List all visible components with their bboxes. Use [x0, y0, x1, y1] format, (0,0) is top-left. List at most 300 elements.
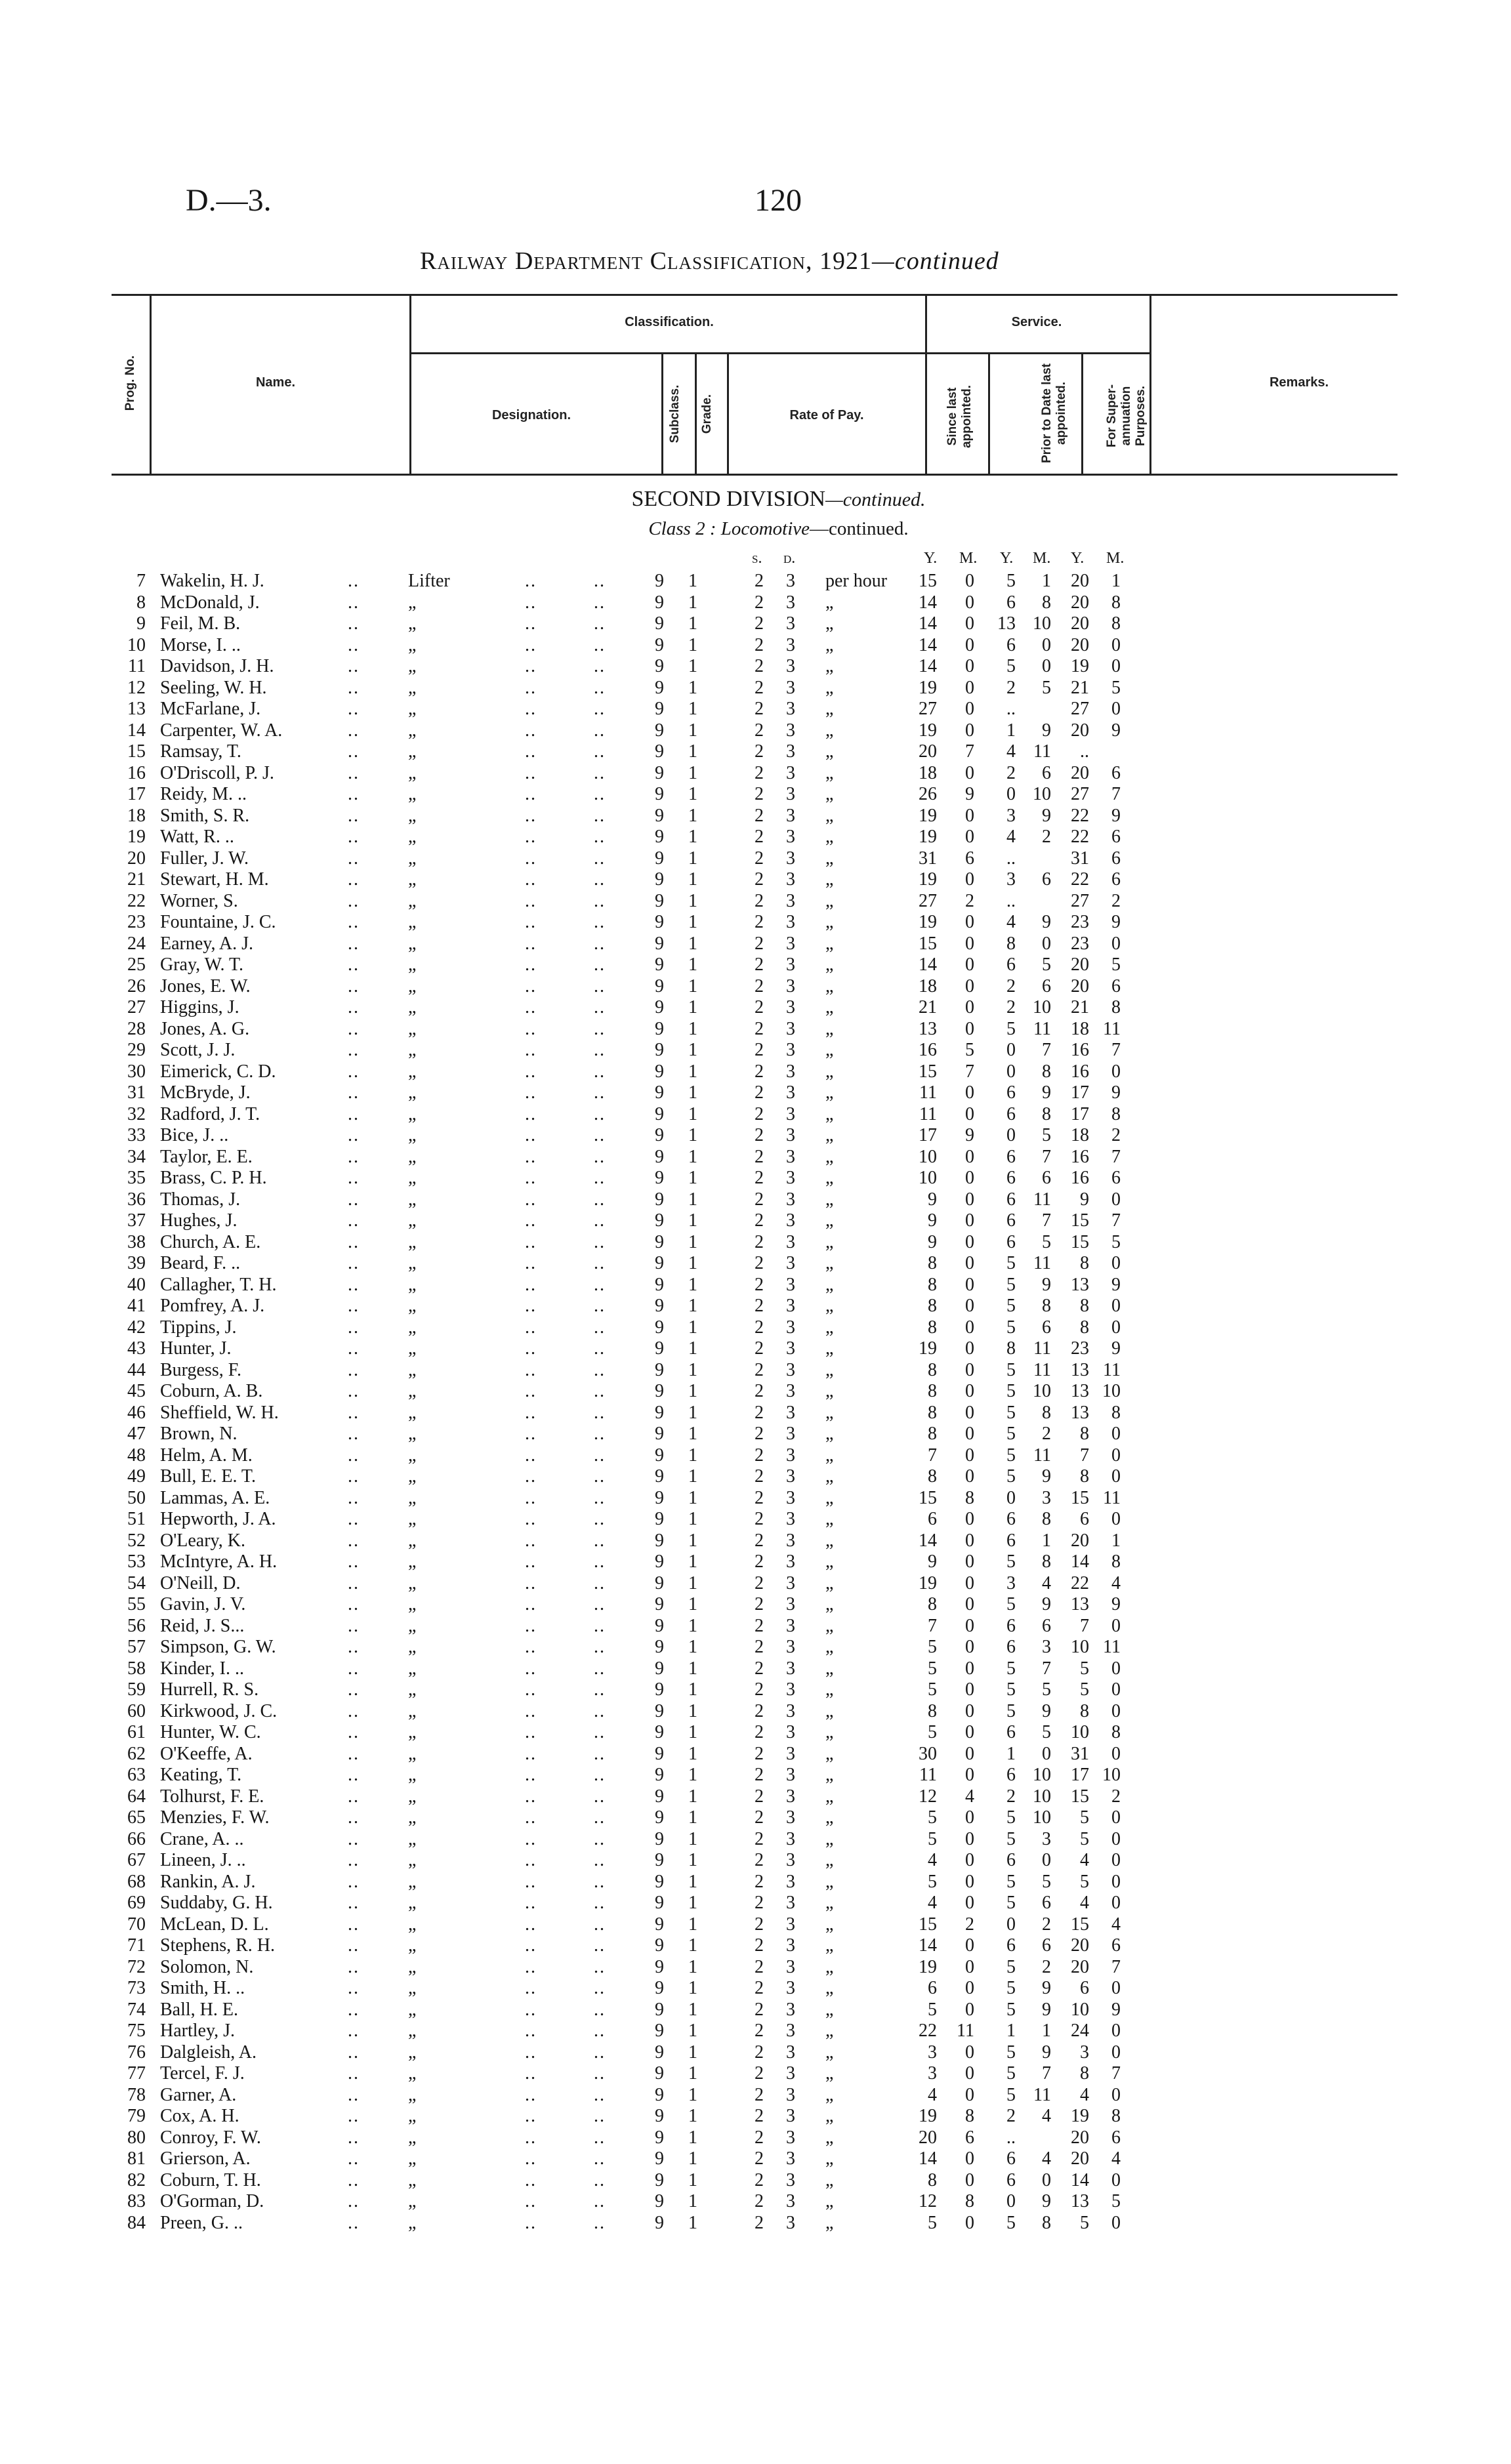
subclass-cell: 9 — [655, 1807, 664, 1828]
per-unit-cell: „ — [825, 1231, 834, 1252]
super-years-cell: 24 — [1071, 2021, 1089, 2041]
super-years-cell: 10 — [1071, 1722, 1089, 1742]
leader-dots: .. — [525, 1850, 537, 1870]
page-reference: D.—3. — [186, 183, 272, 218]
super-years-cell: 9 — [1080, 1189, 1089, 1210]
designation-cell: „ — [408, 1893, 417, 1913]
shillings-cell: 2 — [755, 1850, 764, 1870]
prior-years-cell: 6 — [1006, 1615, 1016, 1636]
prior-years-cell: 5 — [1006, 1424, 1016, 1444]
subclass-cell: 9 — [655, 1914, 664, 1935]
designation-cell: „ — [408, 1615, 417, 1636]
name-cell: Preen, G. .. — [160, 2212, 243, 2233]
leader-dots: .. — [594, 805, 606, 826]
grade-cell: 1 — [688, 1914, 697, 1935]
prior-months-cell: 6 — [1042, 1317, 1051, 1338]
shillings-cell: 2 — [755, 1061, 764, 1082]
designation-cell: „ — [408, 1274, 417, 1295]
since-months-cell: 0 — [965, 677, 974, 698]
super-months-cell: 6 — [1111, 827, 1121, 847]
per-unit-cell: „ — [825, 1168, 834, 1188]
super-years-cell: 13 — [1071, 1402, 1089, 1423]
super-years-cell: 10 — [1071, 1637, 1089, 1657]
per-unit-cell: „ — [825, 1082, 834, 1103]
shillings-cell: 2 — [755, 1189, 764, 1210]
prog-no-cell: 49 — [127, 1466, 146, 1487]
per-unit-cell: „ — [825, 1359, 834, 1380]
super-months-cell: 0 — [1111, 2169, 1121, 2190]
shillings-cell: 2 — [755, 1338, 764, 1359]
table-row — [0, 1530, 1511, 1551]
prog-no-cell: 80 — [127, 2127, 146, 2148]
prior-years-cell: 5 — [1006, 1551, 1016, 1572]
grade-cell: 1 — [688, 741, 697, 762]
since-months-cell: 0 — [965, 1210, 974, 1231]
subclass-cell: 9 — [655, 1253, 664, 1273]
prior-years-cell: 6 — [1006, 592, 1016, 613]
super-months-cell: 8 — [1111, 1551, 1121, 1572]
header-divider — [727, 352, 729, 475]
grade-cell: 1 — [688, 1018, 697, 1039]
leader-dots: .. — [348, 1381, 360, 1401]
prog-no-cell: 35 — [127, 1168, 146, 1188]
shillings-cell: 2 — [755, 827, 764, 847]
since-years-cell: 15 — [919, 1061, 937, 1082]
leader-dots: .. — [348, 2084, 360, 2105]
super-years-cell: 20 — [1071, 1956, 1089, 1977]
super-years-cell: 19 — [1071, 2106, 1089, 2126]
since-years-cell: 14 — [919, 1530, 937, 1551]
since-months-cell: 0 — [965, 1018, 974, 1039]
super-months-cell: 0 — [1111, 1828, 1121, 1849]
grade-cell: 1 — [688, 1231, 697, 1252]
prior-years-cell: 6 — [1006, 1210, 1016, 1231]
shillings-cell: 2 — [755, 1509, 764, 1529]
subclass-cell: 9 — [655, 1402, 664, 1423]
prog-no-cell: 60 — [127, 1700, 146, 1721]
prog-no-cell: 77 — [127, 2063, 146, 2084]
since-years-cell: 5 — [928, 1828, 937, 1849]
leader-dots: .. — [594, 1338, 606, 1359]
subclass-cell: 9 — [655, 762, 664, 783]
leader-dots: .. — [348, 1189, 360, 1210]
per-unit-cell: „ — [825, 2169, 834, 2190]
super-months-cell: 0 — [1111, 1807, 1121, 1828]
prior-months-cell: 5 — [1042, 1125, 1051, 1145]
prog-no-cell: 38 — [127, 1231, 146, 1252]
name-cell: Worner, S. — [160, 890, 238, 911]
table-row — [0, 1722, 1511, 1743]
prior-years-cell: 5 — [1006, 1978, 1016, 1998]
table-row — [0, 2127, 1511, 2148]
prior-months-cell: 6 — [1042, 1615, 1051, 1636]
grade-cell: 1 — [688, 1424, 697, 1444]
since-years-cell: 5 — [928, 1679, 937, 1700]
prior-months-cell: 1 — [1042, 571, 1051, 591]
leader-dots: .. — [525, 1466, 537, 1487]
header-grade: Grade. — [700, 394, 714, 434]
per-unit-cell: „ — [825, 1146, 834, 1167]
per-unit-cell: „ — [825, 1509, 834, 1529]
leader-dots: .. — [594, 1679, 606, 1700]
table-row — [0, 827, 1511, 848]
table-row — [0, 2042, 1511, 2063]
subclass-cell: 9 — [655, 656, 664, 676]
name-cell: Bice, J. .. — [160, 1125, 229, 1145]
leader-dots: .. — [594, 975, 606, 996]
leader-dots: .. — [594, 2212, 606, 2233]
leader-dots: .. — [525, 1786, 537, 1807]
table-row — [0, 997, 1511, 1018]
prior-months-cell: 7 — [1042, 1146, 1051, 1167]
subclass-cell: 9 — [655, 2169, 664, 2190]
subclass-cell: 9 — [655, 1317, 664, 1338]
subclass-cell: 9 — [655, 2063, 664, 2084]
leader-dots: .. — [525, 1679, 537, 1700]
leader-dots: .. — [348, 1807, 360, 1828]
leader-dots: .. — [348, 2042, 360, 2063]
super-years-cell: 15 — [1071, 1914, 1089, 1935]
subclass-cell: 9 — [655, 1082, 664, 1103]
since-years-cell: 3 — [928, 2063, 937, 2084]
leader-dots: .. — [594, 2084, 606, 2105]
prog-no-cell: 32 — [127, 1103, 146, 1124]
leader-dots: .. — [594, 1530, 606, 1551]
leader-dots: .. — [594, 1594, 606, 1614]
shillings-cell: 2 — [755, 1786, 764, 1807]
subclass-cell: 9 — [655, 1210, 664, 1231]
since-months-cell: 0 — [965, 1551, 974, 1572]
per-unit-cell: „ — [825, 1125, 834, 1145]
since-years-cell: 8 — [928, 1466, 937, 1487]
prog-no-cell: 59 — [127, 1679, 146, 1700]
leader-dots: .. — [525, 805, 537, 826]
table-row — [0, 699, 1511, 720]
leader-dots: .. — [348, 1509, 360, 1529]
leader-dots: .. — [348, 1978, 360, 1998]
prior-years-cell: 3 — [1006, 869, 1016, 890]
prior-years-cell: 0 — [1006, 1040, 1016, 1060]
subclass-cell: 9 — [655, 677, 664, 698]
designation-cell: „ — [408, 1786, 417, 1807]
leader-dots: .. — [525, 2127, 537, 2148]
grade-cell: 1 — [688, 656, 697, 676]
super-months-cell: 9 — [1111, 805, 1121, 826]
grade-cell: 1 — [688, 2127, 697, 2148]
leader-dots: .. — [348, 1061, 360, 1082]
prior-years-cell: 5 — [1006, 2063, 1016, 2084]
division-continued: —continued. — [825, 489, 926, 510]
header-superannuation: For Super-annuation Purposes. — [1105, 384, 1148, 448]
since-months-cell: 0 — [965, 2042, 974, 2063]
shillings-cell: 2 — [755, 1274, 764, 1295]
since-months-cell: 0 — [965, 1466, 974, 1487]
name-cell: Tippins, J. — [160, 1317, 237, 1338]
prog-no-cell: 55 — [127, 1594, 146, 1614]
leader-dots: .. — [594, 1828, 606, 1849]
header-divider — [150, 294, 152, 475]
name-cell: Ramsay, T. — [160, 741, 241, 762]
table-row — [0, 1957, 1511, 1978]
leader-dots: .. — [525, 1040, 537, 1060]
leader-dots: .. — [348, 1082, 360, 1103]
since-months-cell: 8 — [965, 2106, 974, 2126]
since-months-cell: 0 — [965, 1978, 974, 1998]
since-years-cell: 11 — [919, 1103, 937, 1124]
leader-dots: .. — [594, 1615, 606, 1636]
prog-no-cell: 26 — [127, 975, 146, 996]
table-row — [0, 784, 1511, 805]
name-cell: Brass, C. P. H. — [160, 1168, 267, 1188]
per-unit-cell: „ — [825, 1700, 834, 1721]
per-unit-cell: „ — [825, 848, 834, 869]
prior-years-cell: 6 — [1006, 1146, 1016, 1167]
grade-cell: 1 — [688, 1061, 697, 1082]
leader-dots: .. — [594, 827, 606, 847]
per-unit-cell: „ — [825, 1807, 834, 1828]
grade-cell: 1 — [688, 720, 697, 741]
leader-dots: .. — [525, 848, 537, 869]
shillings-cell: 2 — [755, 1231, 764, 1252]
leader-dots: .. — [525, 1722, 537, 1742]
name-cell: Coburn, A. B. — [160, 1381, 263, 1401]
name-cell: Morse, I. .. — [160, 634, 241, 655]
designation-cell: „ — [408, 2063, 417, 2084]
header-prog-no: Prog. No. — [123, 355, 137, 411]
leader-dots: .. — [348, 1786, 360, 1807]
subclass-cell: 9 — [655, 2212, 664, 2233]
leader-dots: .. — [348, 1424, 360, 1444]
unit-shillings: s. — [752, 550, 762, 567]
name-cell: Fountaine, J. C. — [160, 912, 276, 932]
leader-dots: .. — [594, 1978, 606, 1998]
leader-dots: .. — [348, 890, 360, 911]
prior-months-cell: 10 — [1033, 1381, 1051, 1401]
leader-dots: .. — [348, 805, 360, 826]
pence-cell: 3 — [786, 1466, 795, 1487]
since-years-cell: 5 — [928, 1722, 937, 1742]
leader-dots: .. — [348, 1146, 360, 1167]
pence-cell: 3 — [786, 2148, 795, 2169]
leader-dots: .. — [525, 1146, 537, 1167]
since-years-cell: 14 — [919, 634, 937, 655]
prior-months-cell: 9 — [1042, 805, 1051, 826]
pence-cell: 3 — [786, 1402, 795, 1423]
super-years-cell: 22 — [1071, 869, 1089, 890]
header-prior-to-date: Prior to Date last appointed. — [1040, 363, 1068, 464]
since-years-cell: 19 — [919, 1956, 937, 1977]
pence-cell: 3 — [786, 2084, 795, 2105]
super-months-cell: 10 — [1102, 1381, 1121, 1401]
super-months-cell: 0 — [1111, 1424, 1121, 1444]
name-cell: Bull, E. E. T. — [160, 1466, 256, 1487]
grade-cell: 1 — [688, 1402, 697, 1423]
shillings-cell: 2 — [755, 656, 764, 676]
name-cell: Solomon, N. — [160, 1956, 254, 1977]
table-row — [0, 1594, 1511, 1615]
leader-dots: .. — [594, 1999, 606, 2020]
pence-cell: 3 — [786, 634, 795, 655]
leader-dots: .. — [348, 1914, 360, 1935]
leader-dots: .. — [525, 1637, 537, 1657]
prior-years-cell: 3 — [1006, 805, 1016, 826]
table-row — [0, 1445, 1511, 1466]
grade-cell: 1 — [688, 1338, 697, 1359]
per-unit-cell: „ — [825, 1956, 834, 1977]
per-unit-cell: „ — [825, 1722, 834, 1742]
leader-dots: .. — [525, 1296, 537, 1316]
super-months-cell: 0 — [1111, 1189, 1121, 1210]
prior-months-cell: 3 — [1042, 1487, 1051, 1508]
designation-cell: Lifter — [408, 571, 450, 591]
pence-cell: 3 — [786, 827, 795, 847]
since-years-cell: 7 — [928, 1445, 937, 1466]
designation-cell: „ — [408, 827, 417, 847]
since-years-cell: 15 — [919, 1487, 937, 1508]
since-years-cell: 4 — [928, 1893, 937, 1913]
unit-years-super: Y. — [1071, 550, 1085, 567]
shillings-cell: 2 — [755, 2021, 764, 2041]
prog-no-cell: 14 — [127, 720, 146, 741]
pence-cell: 3 — [786, 1274, 795, 1295]
leader-dots: .. — [594, 741, 606, 762]
prog-no-cell: 22 — [127, 890, 146, 911]
since-years-cell: 5 — [928, 1807, 937, 1828]
prior-months-cell: 8 — [1042, 1296, 1051, 1316]
table-row — [0, 1744, 1511, 1765]
super-years-cell: 20 — [1071, 975, 1089, 996]
table-row — [0, 1019, 1511, 1040]
since-years-cell: 14 — [919, 955, 937, 975]
prior-months-cell: 0 — [1042, 933, 1051, 954]
super-months-cell: 7 — [1111, 784, 1121, 804]
since-years-cell: 8 — [928, 1253, 937, 1273]
table-row — [0, 1829, 1511, 1850]
leader-dots: .. — [348, 955, 360, 975]
since-months-cell: 0 — [965, 762, 974, 783]
name-cell: Eimerick, C. D. — [160, 1061, 276, 1082]
leader-dots: .. — [525, 677, 537, 698]
leader-dots: .. — [594, 2042, 606, 2063]
since-years-cell: 4 — [928, 1850, 937, 1870]
pence-cell: 3 — [786, 1679, 795, 1700]
super-months-cell: 7 — [1111, 1956, 1121, 1977]
subclass-cell: 9 — [655, 2021, 664, 2041]
designation-cell: „ — [408, 1637, 417, 1657]
prior-months-cell: 3 — [1042, 1637, 1051, 1657]
since-months-cell: 0 — [965, 1146, 974, 1167]
prior-months-cell: 5 — [1042, 1679, 1051, 1700]
leader-dots: .. — [348, 1018, 360, 1039]
super-years-cell: 19 — [1071, 656, 1089, 676]
super-months-cell: 2 — [1111, 1786, 1121, 1807]
super-months-cell: 0 — [1111, 1445, 1121, 1466]
shillings-cell: 2 — [755, 613, 764, 634]
prog-no-cell: 34 — [127, 1146, 146, 1167]
header-divider — [695, 352, 697, 475]
pence-cell: 3 — [786, 1359, 795, 1380]
designation-cell: „ — [408, 1807, 417, 1828]
shillings-cell: 2 — [755, 1445, 764, 1466]
prog-no-cell: 64 — [127, 1786, 146, 1807]
since-months-cell: 8 — [965, 2191, 974, 2211]
since-months-cell: 0 — [965, 2212, 974, 2233]
prior-months-cell: 9 — [1042, 1999, 1051, 2020]
table-row — [0, 1168, 1511, 1189]
subclass-cell: 9 — [655, 1338, 664, 1359]
shillings-cell: 2 — [755, 1914, 764, 1935]
prior-months-cell: 11 — [1033, 2084, 1051, 2105]
prior-years-cell: 5 — [1006, 1679, 1016, 1700]
unit-years-prior: Y. — [1000, 550, 1014, 567]
per-unit-cell: „ — [825, 592, 834, 613]
leader-dots: .. — [525, 1999, 537, 2020]
table-row — [0, 955, 1511, 975]
name-cell: Lammas, A. E. — [160, 1487, 270, 1508]
prior-years-cell: 5 — [1006, 1956, 1016, 1977]
shillings-cell: 2 — [755, 848, 764, 869]
leader-dots: .. — [525, 1871, 537, 1892]
shillings-cell: 2 — [755, 997, 764, 1017]
since-months-cell: 0 — [965, 1082, 974, 1103]
since-years-cell: 13 — [919, 1018, 937, 1039]
subclass-cell: 9 — [655, 1509, 664, 1529]
super-years-cell: 6 — [1080, 1509, 1089, 1529]
since-years-cell: 5 — [928, 1999, 937, 2020]
name-cell: Hepworth, J. A. — [160, 1509, 276, 1529]
pence-cell: 3 — [786, 2106, 795, 2126]
shillings-cell: 2 — [755, 1893, 764, 1913]
name-cell: Dalgleish, A. — [160, 2042, 257, 2063]
leader-dots: .. — [348, 656, 360, 676]
subclass-cell: 9 — [655, 933, 664, 954]
super-years-cell: 22 — [1071, 805, 1089, 826]
leader-dots: .. — [525, 933, 537, 954]
leader-dots: .. — [594, 1445, 606, 1466]
pence-cell: 3 — [786, 1487, 795, 1508]
designation-cell: „ — [408, 1530, 417, 1551]
super-years-cell: 20 — [1071, 592, 1089, 613]
prior-months-cell: 0 — [1042, 1743, 1051, 1764]
since-months-cell: 0 — [965, 1530, 974, 1551]
prog-no-cell: 62 — [127, 1743, 146, 1764]
table-row — [0, 1893, 1511, 1914]
leader-dots: .. — [594, 1296, 606, 1316]
since-months-cell: 0 — [965, 1296, 974, 1316]
super-years-cell: 20 — [1071, 1530, 1089, 1551]
since-months-cell: 0 — [965, 827, 974, 847]
super-months-cell: 0 — [1111, 2084, 1121, 2105]
grade-cell: 1 — [688, 1700, 697, 1721]
leader-dots: .. — [525, 1914, 537, 1935]
since-years-cell: 17 — [919, 1125, 937, 1145]
since-years-cell: 31 — [919, 848, 937, 869]
per-unit-cell: „ — [825, 613, 834, 634]
prog-no-cell: 43 — [127, 1338, 146, 1359]
leader-dots: .. — [348, 634, 360, 655]
prior-months-cell: 10 — [1033, 997, 1051, 1017]
since-years-cell: 11 — [919, 1082, 937, 1103]
grade-cell: 1 — [688, 1786, 697, 1807]
super-months-cell: 0 — [1111, 1658, 1121, 1679]
super-years-cell: 20 — [1071, 720, 1089, 741]
leader-dots: .. — [348, 1828, 360, 1849]
shillings-cell: 2 — [755, 1018, 764, 1039]
since-years-cell: 8 — [928, 2169, 937, 2190]
super-years-cell: 27 — [1071, 784, 1089, 804]
prior-months-cell: 9 — [1042, 2191, 1051, 2211]
grade-cell: 1 — [688, 2148, 697, 2169]
